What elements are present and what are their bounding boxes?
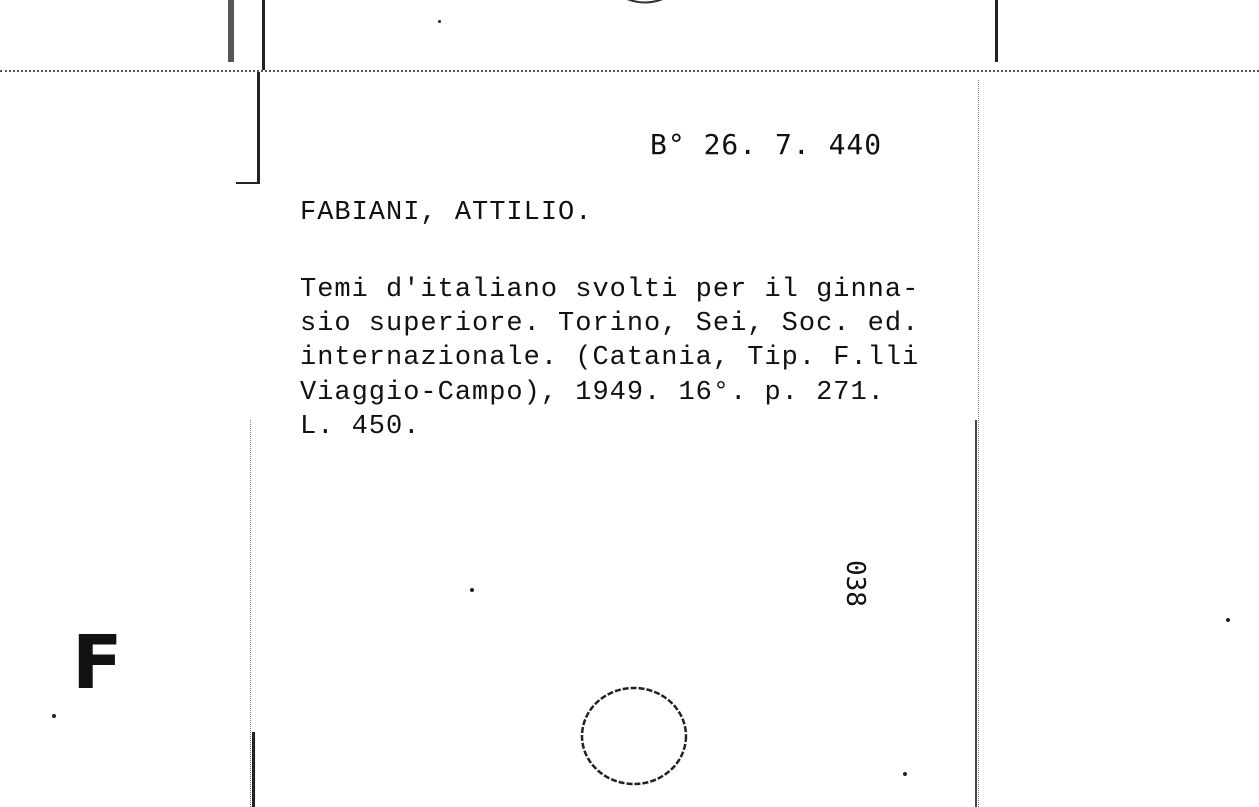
left-bracket-foot xyxy=(236,182,260,184)
side-number: 038 xyxy=(840,560,870,607)
description-line: L. 450. xyxy=(300,412,421,442)
description-line: sio superiore. Torino, Sei, Soc. ed. xyxy=(300,309,920,339)
bottom-left-bracket xyxy=(252,732,255,807)
marginal-letter: F xyxy=(72,620,123,706)
left-bracket-vertical xyxy=(257,72,260,184)
speck xyxy=(52,714,56,718)
card-right-border xyxy=(978,80,979,807)
bottom-punch-hole xyxy=(578,684,690,788)
description-line: Viaggio-Campo), 1949. 16°. p. 271. xyxy=(300,378,885,408)
speck xyxy=(903,772,907,776)
card-left-border xyxy=(250,420,251,807)
speck xyxy=(470,588,474,592)
author-heading: FABIANI, ATTILIO. xyxy=(300,198,593,228)
right-frame-vertical xyxy=(995,0,998,62)
description-line: internazionale. (Catania, Tip. F.lli xyxy=(300,343,920,373)
left-edge-mark xyxy=(228,0,234,62)
description-line: Temi d'italiano svolti per il ginna- xyxy=(300,275,920,305)
speck xyxy=(438,20,441,23)
top-punch-hole xyxy=(600,0,690,20)
shelfmark: B° 26. 7. 440 xyxy=(650,128,883,161)
top-rule xyxy=(0,70,1259,72)
left-frame-vertical xyxy=(262,0,265,70)
right-border-segment xyxy=(975,420,977,807)
speck xyxy=(1226,618,1230,622)
